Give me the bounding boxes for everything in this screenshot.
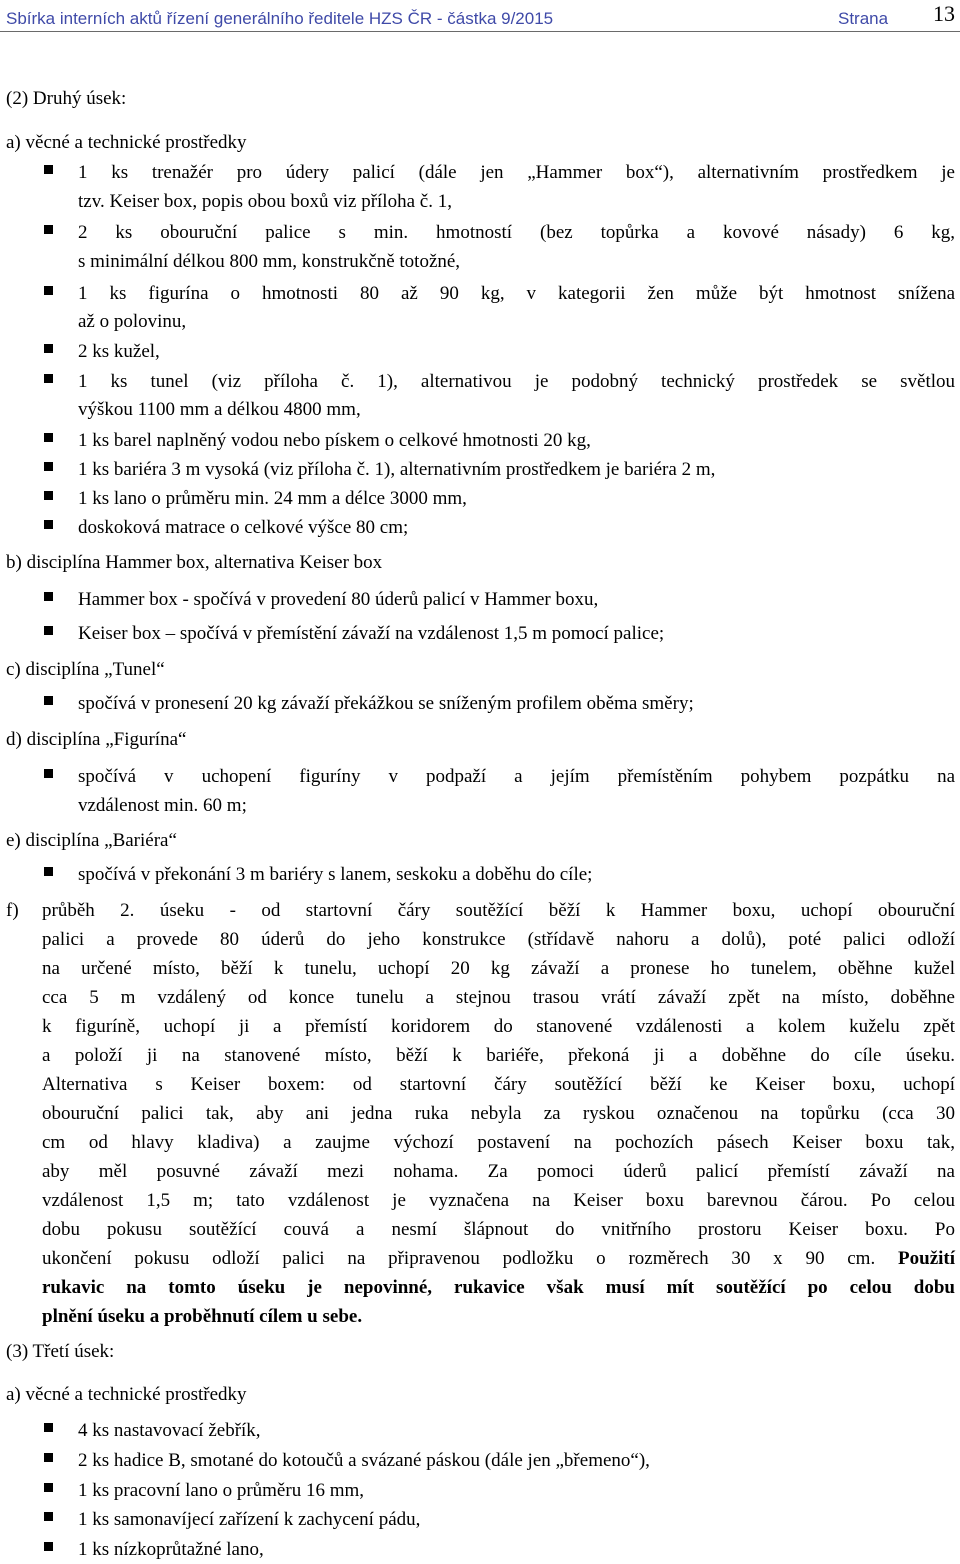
subsection-c-heading: c) disciplína „Tunel“ — [6, 659, 165, 680]
subsection-b-heading: b) disciplína Hammer box, alternativa Keiser box — [6, 552, 383, 573]
list-item-matrace: doskoková matrace o celkové výšce 80 cm; — [78, 517, 409, 538]
bullet-icon — [44, 344, 53, 353]
list-item-hammer-box-cont: tzv. Keiser box, popis obou boxů viz příloha č. 1, — [78, 191, 452, 212]
emphasis-text: Použití — [898, 1248, 956, 1269]
paragraph-f-bold-line: rukavic na tomto úseku je nepovinné, rukavice však musí mít soutěžící po celou dobu — [42, 1277, 955, 1298]
bullet-icon — [44, 520, 53, 529]
list-item-zebrik: 4 ks nastavovací žebřík, — [78, 1420, 261, 1441]
bullet-icon — [44, 1512, 53, 1521]
paragraph-f-line-mixed — [42, 1244, 955, 1273]
section-heading-2: (2) Druhý úsek: — [6, 88, 127, 109]
subsection-a-heading: a) věcné a technické prostředky — [6, 132, 247, 153]
list-item-hammer-desc: Hammer box - spočívá v provedení 80 úderů palicí v Hammer boxu, — [78, 589, 599, 610]
list-item-lano: 1 ks lano o průměru min. 24 mm a délce 3000 mm, — [78, 488, 467, 509]
bullet-icon — [44, 1542, 53, 1551]
list-item-figurina-cont: až o polovinu, — [78, 311, 187, 332]
paragraph-f-line: cm od hlavy kladiva) a zaujme výchozí postavení na pochozích pásech Keiser boxu tak, — [42, 1132, 955, 1153]
list-item-figurina-desc: spočívá v uchopení figuríny v podpaží a jejím přemístěním pohybem pozpátku na — [78, 766, 955, 787]
paragraph-f-line: Alternativa s Keiser boxem: od startovní čáry soutěžící běží ke Keiser boxu, uchopí — [42, 1074, 955, 1095]
paragraph-f-text: ukončení pokusu odloží palici na připravenou podložku o rozměrech 30 x 90 cm. — [42, 1248, 876, 1269]
paragraph-f-bold-line: plnění úseku a proběhnutí cílem u sebe. — [42, 1306, 363, 1327]
section-heading-3: (3) Třetí úsek: — [6, 1341, 115, 1362]
page-number: 13 — [933, 1, 955, 26]
paragraph-f-line: na určené místo, běží k tunelu, uchopí 20 kg závaží a pronese ho tunelem, oběhne kužel — [42, 958, 955, 979]
bullet-icon — [44, 769, 53, 778]
paragraph-f-line: dobu pokusu soutěžící couvá a nesmí šlápnout do vnitřního prostoru Keiser boxu. Po — [42, 1219, 955, 1240]
list-item-figurina-desc-cont: vzdálenost min. 60 m; — [78, 795, 247, 816]
paragraph-f-line: k figuríně, uchopí ji a přemístí koridorem do stanovené vzdálenosti a kolem kuželu zpět — [42, 1016, 955, 1037]
bullet-icon — [44, 696, 53, 705]
list-item-samonavijeci: 1 ks samonavíjecí zařízení k zachycení pádu, — [78, 1509, 421, 1530]
subsection-f-label: f) — [6, 900, 19, 921]
bullet-icon — [44, 286, 53, 295]
bullet-icon — [44, 1423, 53, 1432]
list-item-hadice: 2 ks hadice B, smotané do kotoučů a svázané páskou (dále jen „břemeno“), — [78, 1450, 650, 1471]
paragraph-f-line: palici a provede 80 úderů do jeho konstrukce (střídavě nahoru a dolů), poté palici odloží — [42, 929, 955, 950]
paragraph-f-line: vzdálenost 1,5 m; tato vzdálenost je vyznačena na Keiser boxu barevnou čárou. Po celou — [42, 1190, 955, 1211]
subsection-a3-heading: a) věcné a technické prostředky — [6, 1384, 247, 1405]
list-item-bariera: 1 ks bariéra 3 m vysoká (viz příloha č. 1), alternativním prostředkem je bariéra 2 m, — [78, 459, 716, 480]
list-item-hammer-box: 1 ks trenažér pro údery palicí (dále jen „Hammer box“), alternativním prostředkem je — [78, 162, 955, 183]
list-item-bariera-desc: spočívá v překonání 3 m bariéry s lanem, seskoku a doběhu do cíle; — [78, 864, 593, 885]
list-item-tunel: 1 ks tunel (viz příloha č. 1), alternativou je podobný technický prostředek se světlou — [78, 371, 955, 392]
paragraph-f-line: průběh 2. úseku - od startovní čáry soutěžící běží k Hammer boxu, uchopí obouruční — [42, 900, 955, 921]
list-item-palice: 2 ks obouruční palice s min. hmotností (bez topůrka a kovové násady) 6 kg, — [78, 222, 955, 243]
list-item-tunel-desc: spočívá v pronesení 20 kg závaží překážkou se sníženým profilem oběma směry; — [78, 693, 694, 714]
bullet-icon — [44, 626, 53, 635]
paragraph-f-line: a položí ji na stanovené místo, běží k bariéře, překoná ji a doběhne do cíle úseku. — [42, 1045, 955, 1066]
subsection-d-heading: d) disciplína „Figurína“ — [6, 729, 187, 750]
bullet-icon — [44, 491, 53, 500]
list-item-tunel-cont: výškou 1100 mm a délkou 4800 mm, — [78, 399, 361, 420]
page-label: Strana — [838, 9, 889, 28]
list-item-nizkoprutazne: 1 ks nízkoprůtažné lano, — [78, 1539, 264, 1560]
paragraph-f-line: cca 5 m vzdálený od konce tunelu a stejnou trasou vrátí závaží zpět na místo, doběhne — [42, 987, 955, 1008]
bullet-icon — [44, 433, 53, 442]
bullet-icon — [44, 225, 53, 234]
bullet-icon — [44, 1453, 53, 1462]
bullet-icon — [44, 462, 53, 471]
list-item-keiser-desc: Keiser box – spočívá v přemístění závaží na vzdálenost 1,5 m pomocí palice; — [78, 623, 665, 644]
subsection-e-heading: e) disciplína „Bariéra“ — [6, 830, 177, 851]
collection-title: Sbírka interních aktů řízení generálního ředitele HZS ČR - částka 9/2015 — [6, 9, 554, 28]
list-item-palice-cont: s minimální délkou 800 mm, konstrukčně totožné, — [78, 251, 461, 272]
bullet-icon — [44, 374, 53, 383]
bullet-icon — [44, 867, 53, 876]
list-item-figurina: 1 ks figurína o hmotnosti 80 až 90 kg, v kategorii žen může být hmotnost snížena — [78, 283, 955, 304]
list-item-kuzel: 2 ks kužel, — [78, 341, 160, 362]
paragraph-f-line: obouruční palici tak, aby ani jedna ruka nebyla za ryskou označenou na topůrku (cca 30 — [42, 1103, 955, 1124]
list-item-pracovni-lano: 1 ks pracovní lano o průměru 16 mm, — [78, 1480, 365, 1501]
paragraph-f-line: aby měl posuvné závaží mezi nohama. Za pomoci úderů palicí přemístí závaží na — [42, 1161, 955, 1182]
bullet-icon — [44, 592, 53, 601]
bullet-icon — [44, 1483, 53, 1492]
list-item-barel: 1 ks barel naplněný vodou nebo pískem o celkové hmotnosti 20 kg, — [78, 430, 591, 451]
bullet-icon — [44, 165, 53, 174]
